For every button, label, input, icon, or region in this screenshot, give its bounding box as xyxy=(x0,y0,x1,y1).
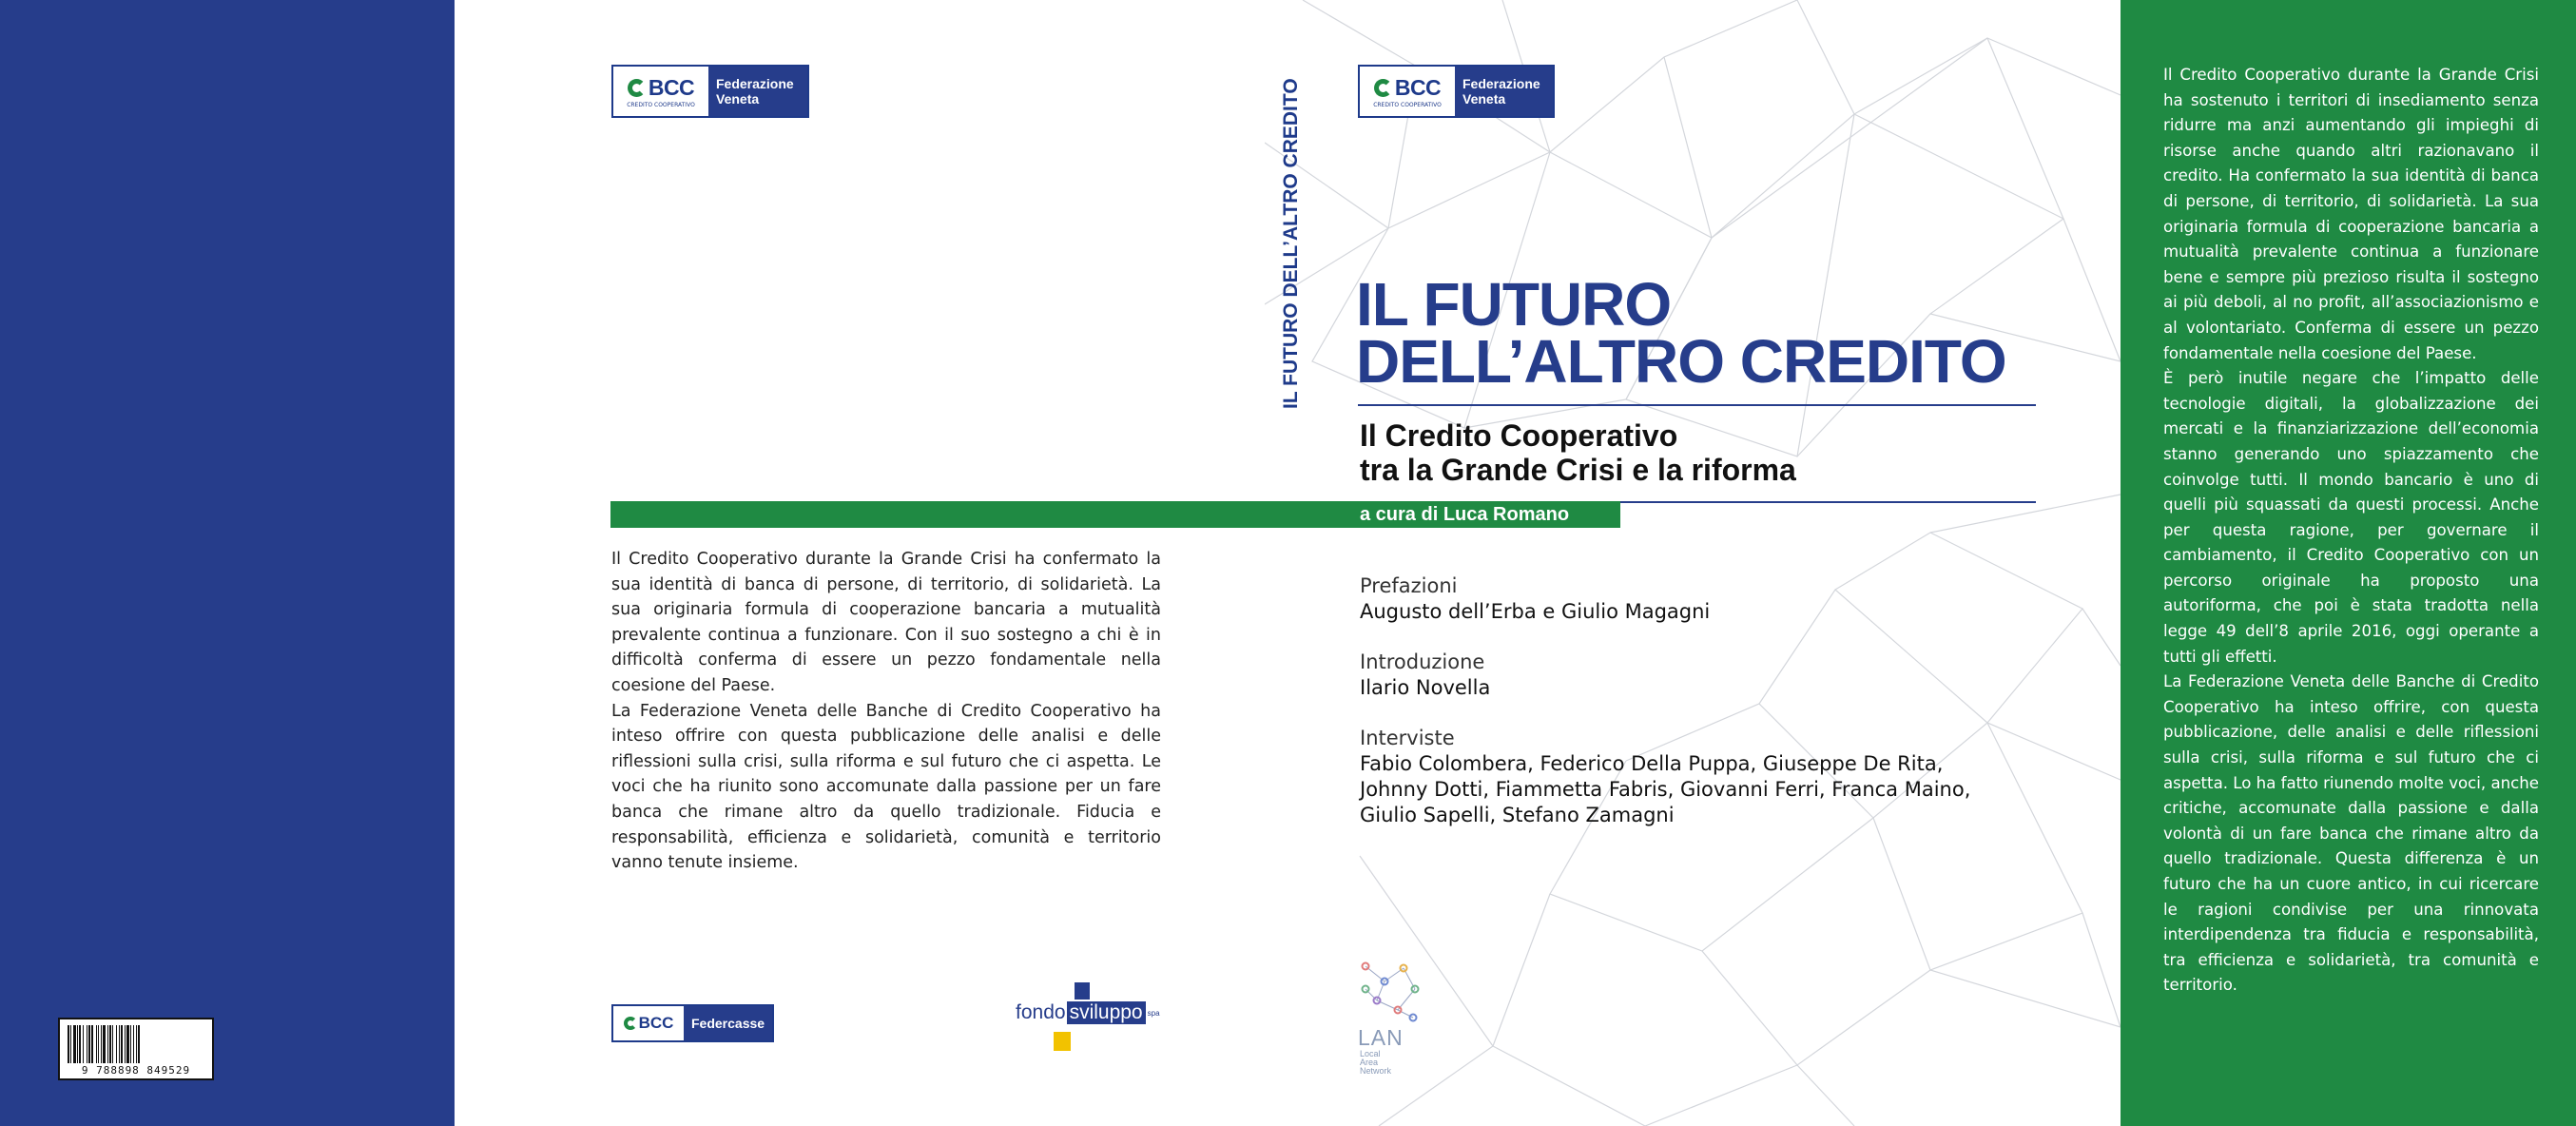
left-flap-panel xyxy=(0,0,455,1126)
bcc-ring-icon xyxy=(624,1017,637,1030)
federazione-line1: Federazione xyxy=(1462,76,1540,91)
flap-blurb xyxy=(2163,63,2539,999)
bcc-federcasse-logo xyxy=(611,1004,774,1042)
title-divider xyxy=(1358,404,2036,406)
bcc-logo-text: BCC xyxy=(638,1014,674,1032)
fondo-suffix: spa xyxy=(1147,1008,1160,1018)
bcc-ring-icon xyxy=(628,79,646,97)
interviews-section xyxy=(1360,726,1970,828)
back-blurb-paragraph-1: Il Credito Cooperativo durante la Grande Crisi ha confermato la sua identità di banca di persone, di territorio, di solidarietà. La sua originaria formula di cooperazione bancaria a mutualità prevalente continua a funzionare. Con il suo sostegno a chi è in difficoltà conferma di essere un pezzo fondamentale nella coesione del Paese. xyxy=(611,550,1161,695)
federazione-line1: Federazione xyxy=(716,76,794,91)
book-title-line1: IL FUTURO xyxy=(1356,270,1672,339)
book-subtitle-line1: Il Credito Cooperativo xyxy=(1360,418,1678,453)
book-subtitle xyxy=(1360,418,1796,487)
flap-paragraph-1: Il Credito Cooperativo durante la Grande Crisi ha sostenuto i territori di insediamento senza ridurre ma anzi aumentando gli impieghi di risorse anche quando altri razionavano il credito. Ha confermato la sua identità di banca di persone, di territorio, di solidarietà. La sua originaria formula di cooperazione bancaria a mutualità prevalente continua a funzionare bene e sempre più prezioso risulta il sostegno ai più deboli, al no profit, all’associazionismo e al volontariato. Conferma di essere un pezzo fondamentale nella coesione del Paese. xyxy=(2163,66,2539,362)
lan-letters: LAN xyxy=(1358,1025,1404,1050)
lan-caption xyxy=(1360,1050,1391,1076)
book-subtitle-line2: tra la Grande Crisi e la riforma xyxy=(1360,453,1796,487)
federazione-veneta-label xyxy=(1455,67,1553,116)
bcc-logo-subtext: CREDITO COOPERATIVO xyxy=(627,101,695,108)
bcc-ring-icon xyxy=(1374,79,1392,97)
federazione-line2: Veneta xyxy=(716,91,760,107)
interviews-names-line3: Giulio Sapelli, Stefano Zamagni xyxy=(1360,804,1675,826)
introduction-section xyxy=(1360,650,1490,701)
interviews-heading: Interviste xyxy=(1360,727,1455,749)
prefaces-section xyxy=(1360,573,1710,625)
interviews-names-line2: Johnny Dotti, Fiammetta Fabris, Giovanni Ferri, Franca Maino, xyxy=(1360,778,1971,801)
network-pattern-background xyxy=(1265,0,2121,1126)
back-cover-blurb xyxy=(611,547,1161,876)
lan-network-icon xyxy=(1358,961,1424,1023)
interviews-names-line1: Fabio Colombera, Federico Della Puppa, Giuseppe De Rita, xyxy=(1360,752,1944,775)
fondo-square-yellow xyxy=(1054,1032,1071,1051)
book-title xyxy=(1356,270,2006,396)
book-title-line2: DELL’ALTRO CREDITO xyxy=(1356,327,2006,396)
federazione-veneta-label xyxy=(708,67,807,116)
lan-logo xyxy=(1358,961,1424,1075)
bcc-logo-mark xyxy=(613,67,708,116)
flap-paragraph-2: È però inutile negare che l’impatto delle tecnologie digitali, la globalizzazione dei mercati e la finanziarizzazione dell’economia stanno generando uno spiazzamento che coinvolge tutti. Il mondo bancario è uno di quelli più squassati da questi processi. Anche per questa ragione, per governare il cambiamento, il Credito Cooperativo con un percorso originale ha proposto una autoriforma, che poi è stata tradotta nella legge 49 dell’8 aprile 2016, oggi operante a tutti gli effetti. xyxy=(2163,369,2539,666)
fondo-square-blue xyxy=(1075,982,1090,1000)
lan-caption-line1: Local xyxy=(1360,1049,1381,1058)
bcc-logo-mark xyxy=(613,1006,684,1040)
bcc-federazione-veneta-logo-front xyxy=(1358,65,1555,118)
barcode-bar xyxy=(140,1025,143,1063)
sviluppo-word: sviluppo xyxy=(1067,1001,1146,1024)
barcode-bars xyxy=(68,1025,204,1063)
bcc-logo-subtext: CREDITO COOPERATIVO xyxy=(1373,101,1442,108)
isbn-barcode xyxy=(58,1018,214,1080)
federcasse-label: Federcasse xyxy=(684,1006,772,1040)
spine-title: IL FUTURO DELL’ALTRO CREDITO xyxy=(1280,78,1302,409)
band-divider xyxy=(1620,501,2036,503)
lan-caption-line3: Network xyxy=(1360,1066,1392,1076)
introduction-heading: Introduzione xyxy=(1360,650,1485,673)
bcc-logo-text: BCC xyxy=(1394,74,1442,100)
bcc-logo-text: BCC xyxy=(648,74,695,100)
flap-paragraph-3: La Federazione Veneta delle Banche di Credito Cooperativo ha inteso offrire, con questa pubblicazione, delle analisi e delle riflessioni sulla crisi, sulla riforma e sul futuro che ci aspetta. Lo ha fatto riunendo molte voci, anche critiche, accomunate dalla passione e dalla volontà di un fare banca che rimane altro da quello tradizionale. Questa differenza è un futuro che ha un cuore antico, in cui ricercare le ragioni condivise per una rinnovata interdipendenza tra fiducia e responsabilità, tra efficienza e solidarietà, tra comunità e territorio. xyxy=(2163,672,2539,995)
barcode-number: 9 788898 849529 xyxy=(81,1064,191,1077)
lan-caption-line2: Area xyxy=(1360,1058,1379,1067)
introduction-name: Ilario Novella xyxy=(1360,676,1491,699)
bcc-logo-mark xyxy=(1360,67,1455,116)
prefaces-heading: Prefazioni xyxy=(1360,574,1458,597)
federazione-line2: Veneta xyxy=(1462,91,1506,107)
prefaces-names: Augusto dell’Erba e Giulio Magagni xyxy=(1360,600,1711,623)
back-blurb-paragraph-2: La Federazione Veneta delle Banche di Credito Cooperativo ha inteso offrire con questa pubblicazione delle analisi e delle riflessioni sulla crisi, sulla riforma e sul futuro che ci aspetta. Le voci che ha riunito sono accomunate dalla passione per un fare banca che rimane altro da quello tradizionale. Fiducia e responsabilità, efficienza e solidarietà, comunità e territorio vanno tenute insieme. xyxy=(611,701,1161,873)
bcc-federazione-veneta-logo-back xyxy=(611,65,809,118)
editor-credit: a cura di Luca Romano xyxy=(1360,504,1570,525)
fondosviluppo-logo xyxy=(1016,982,1164,1053)
fondo-word: fondo xyxy=(1016,1001,1066,1023)
